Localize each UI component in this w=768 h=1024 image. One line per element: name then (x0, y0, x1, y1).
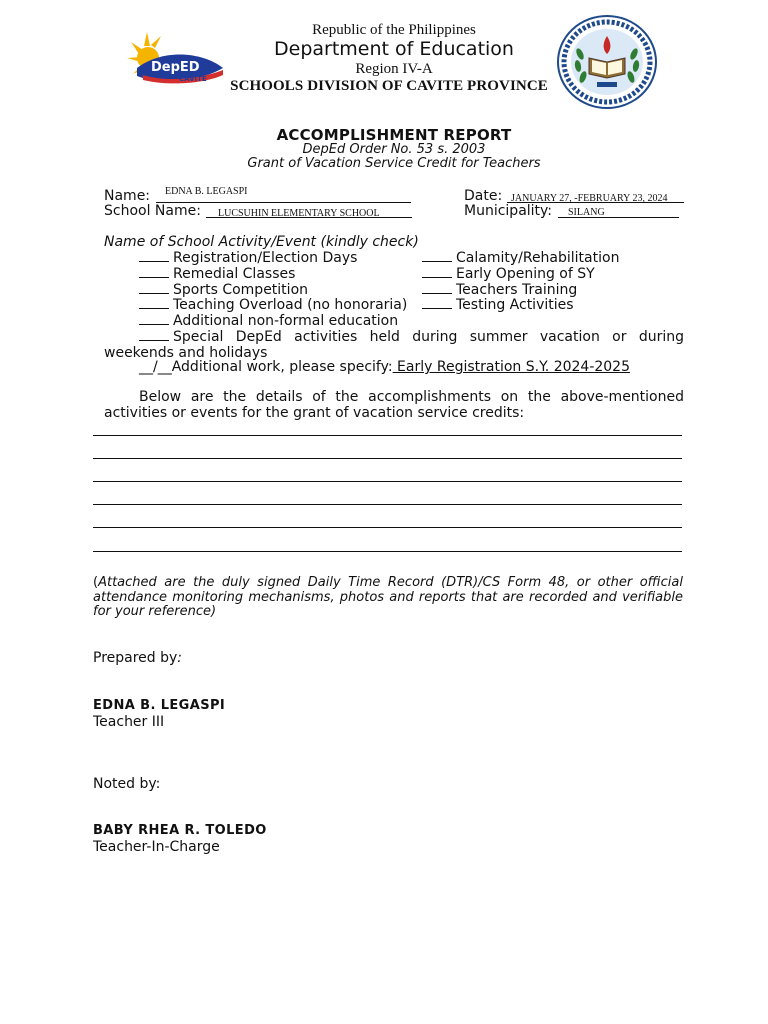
checklist-item[interactable]: Early Opening of SY (422, 265, 595, 282)
checkbox-blank[interactable] (422, 249, 452, 262)
attachment-note: (Attached are the duly signed Daily Time Record (DTR)/CS Form 48, or other official attendance monitoring mechanisms, photos and reports that are recorded and verifiable for your reference) (93, 575, 683, 619)
additional-work-check[interactable]: __/__ (139, 359, 172, 375)
school-name-label: School Name: (104, 203, 201, 219)
municipality-label: Municipality: (464, 203, 553, 219)
checkbox-blank[interactable] (139, 312, 169, 325)
checklist-item[interactable]: Registration/Election Days (139, 249, 357, 266)
name-label: Name: (104, 188, 151, 204)
noted-by-name: BABY RHEA R. TOLEDO (93, 823, 267, 838)
noted-by-label: Noted by: (93, 776, 161, 792)
checkbox-blank[interactable] (422, 281, 452, 294)
checklist-item[interactable]: Remedial Classes (139, 265, 295, 282)
detail-line[interactable] (93, 481, 682, 482)
document-title: ACCOMPLISHMENT REPORT (276, 126, 512, 144)
prepared-by-name: EDNA B. LEGASPI (93, 698, 226, 713)
noted-by-position: Teacher-In-Charge (93, 839, 220, 855)
date-label: Date: (464, 188, 503, 204)
deped-logo-subtext: CAVITE (179, 75, 207, 83)
additional-work-label: Additional work, please specify: (171, 359, 393, 375)
detail-line[interactable] (93, 435, 682, 436)
details-intro: Below are the details of the accomplishments on the above-mentioned activities or events for the grant of vacation service credits: (104, 389, 684, 421)
checkbox-blank[interactable] (139, 296, 169, 309)
additional-work-value: Early Registration S.Y. 2024-2025 (392, 359, 631, 375)
document-order-reference: DepEd Order No. 53 s. 2003 (302, 142, 486, 157)
detail-line[interactable] (93, 504, 682, 505)
header-department: Department of Education (274, 38, 514, 60)
detail-line[interactable] (93, 527, 682, 528)
header-republic: Republic of the Philippines (312, 22, 476, 38)
header-region: Region IV-A (355, 61, 433, 77)
checkbox-blank[interactable] (139, 249, 169, 262)
activities-heading: Name of School Activity/Event (kindly check) (104, 234, 419, 250)
checkbox-blank[interactable] (139, 265, 169, 278)
checkbox-blank[interactable] (139, 328, 169, 341)
deped-logo-text: DepED (151, 60, 200, 75)
document-grant-subtitle: Grant of Vacation Service Credit for Teachers (247, 156, 541, 171)
checklist-item-special[interactable]: Special DepEd activities held during summer vacation or during weekends and holidays (104, 329, 684, 361)
checkbox-blank[interactable] (139, 281, 169, 294)
prepared-by-position: Teacher III (93, 714, 165, 730)
school-name-value: LUCSUHIN ELEMENTARY SCHOOL (218, 208, 380, 219)
header-division: SCHOOLS DIVISION OF CAVITE PROVINCE (230, 78, 548, 94)
detail-line[interactable] (93, 458, 682, 459)
checklist-item[interactable]: Additional non-formal education (139, 312, 398, 329)
name-value: EDNA B. LEGASPI (165, 186, 248, 197)
checklist-item[interactable]: Sports Competition (139, 281, 308, 298)
detail-line[interactable] (93, 551, 682, 552)
additional-work-item[interactable] (139, 359, 630, 375)
checkbox-blank[interactable] (422, 265, 452, 278)
checklist-item[interactable]: Calamity/Rehabilitation (422, 249, 619, 266)
municipality-value: SILANG (568, 207, 605, 218)
checkbox-blank[interactable] (422, 296, 452, 309)
checklist-item[interactable]: Teaching Overload (no honoraria) (139, 296, 407, 313)
date-value: JANUARY 27, -FEBRUARY 23, 2024 (511, 193, 668, 204)
prepared-by-label: Prepared by: (93, 650, 183, 666)
checklist-item[interactable]: Testing Activities (422, 296, 574, 313)
checklist-item[interactable]: Teachers Training (422, 281, 577, 298)
